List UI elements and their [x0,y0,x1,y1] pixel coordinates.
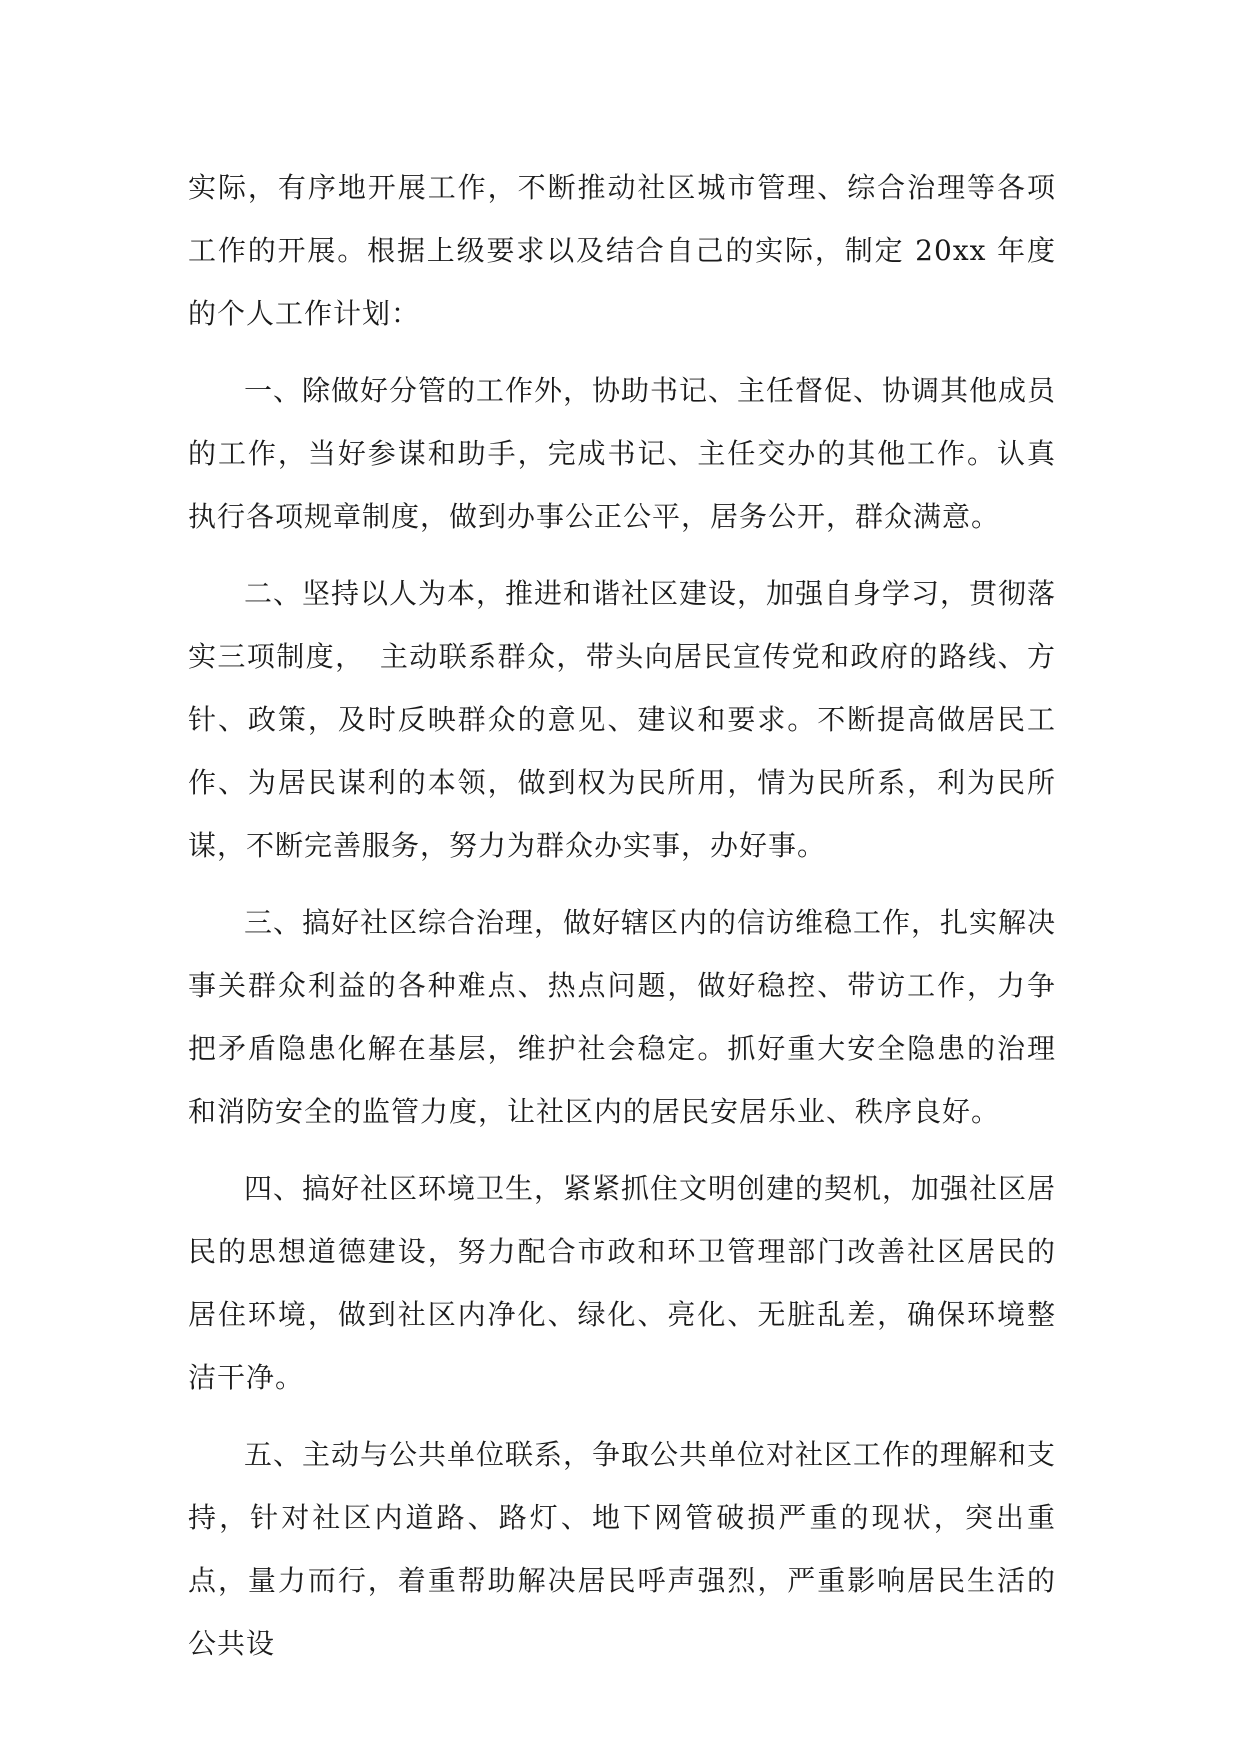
paragraph-item-1: 一、除做好分管的工作外，协助书记、主任督促、协调其他成员的工作，当好参谋和助手，完成书记、主任交办的其他工作。认真执行各项规章制度，做到办事公正公平，居务公开，群众满意。 [188,374,1057,533]
paragraph-item-4: 四、搞好社区环境卫生，紧紧抓住文明创建的契机，加强社区居民的思想道德建设，努力配合市政和环卫管理部门改善社区居民的居住环境，做到社区内净化、绿化、亮化、无脏乱差，确保环境整洁干净。 [188,1172,1057,1394]
document-body [188,156,1056,1689]
paragraph-intro: 实际，有序地开展工作，不断推动社区城市管理、综合治理等各项工作的开展。根据上级要求以及结合自己的实际，制定 20xx 年度的个人工作计划： [188,171,1056,330]
paragraph-item-5: 五、主动与公共单位联系，争取公共单位对社区工作的理解和支持，针对社区内道路、路灯、地下网管破损严重的现状，突出重点，量力而行，着重帮助解决居民呼声强烈，严重影响居民生活的公共设 [188,1438,1057,1660]
paragraph-item-2: 二、坚持以人为本，推进和谐社区建设，加强自身学习，贯彻落实三项制度， 主动联系群众，带头向居民宣传党和政府的路线、方针、政策，及时反映群众的意见、建议和要求。不断提高做居民工作、为居民谋利的本领，做到权为民所用，情为民所系，利为民所谋，不断完善服务，努力为群众办实事，办好事。 [188,577,1057,862]
paragraph-item-3: 三、搞好社区综合治理，做好辖区内的信访维稳工作，扎实解决事关群众利益的各种难点、热点问题，做好稳控、带访工作，力争把矛盾隐患化解在基层，维护社会稳定。抓好重大安全隐患的治理和消防安全的监管力度，让社区内的居民安居乐业、秩序良好。 [188,906,1057,1128]
